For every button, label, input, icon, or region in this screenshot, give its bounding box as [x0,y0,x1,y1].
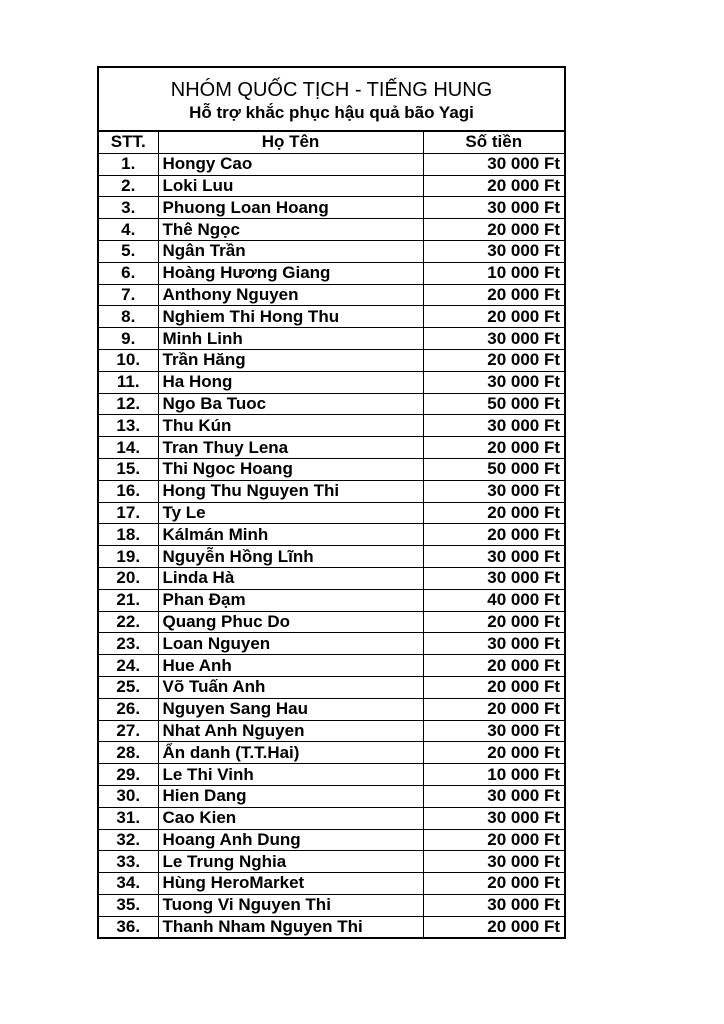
donor-name: Ngân Trần [158,240,423,262]
row-number: 14. [99,437,158,459]
table-row [99,240,564,262]
donor-name: Hoàng Hương Giang [158,262,423,284]
donation-amount: 20 000 Ft [423,306,564,328]
row-number: 4. [99,219,158,241]
donation-amount: 20 000 Ft [423,676,564,698]
table-row [99,502,564,524]
row-number: 35. [99,894,158,916]
row-number: 24. [99,655,158,677]
donor-name: Thê Ngọc [158,219,423,241]
table-row [99,873,564,895]
donation-amount: 30 000 Ft [423,546,564,568]
table-row [99,371,564,393]
row-number: 1. [99,153,158,175]
donation-amount: 20 000 Ft [423,873,564,895]
table-row [99,306,564,328]
donation-amount: 40 000 Ft [423,589,564,611]
table-row [99,807,564,829]
donor-name: Ngo Ba Tuoc [158,393,423,415]
donation-amount: 20 000 Ft [423,349,564,371]
donor-name: Cao Kien [158,807,423,829]
row-number: 18. [99,524,158,546]
donation-amount: 50 000 Ft [423,458,564,480]
table-row [99,720,564,742]
row-number: 21. [99,589,158,611]
donation-amount: 10 000 Ft [423,262,564,284]
donor-name: Nghiem Thi Hong Thu [158,306,423,328]
donation-amount: 30 000 Ft [423,894,564,916]
donation-amount: 10 000 Ft [423,764,564,786]
table-row [99,851,564,873]
table-row [99,349,564,371]
donor-name: Nhat Anh Nguyen [158,720,423,742]
table-row [99,742,564,764]
table-row [99,698,564,720]
donor-name: Phan Đạm [158,589,423,611]
row-number: 6. [99,262,158,284]
header-stt: STT. [99,132,158,153]
donation-amount: 20 000 Ft [423,742,564,764]
table-row [99,262,564,284]
table-row [99,764,564,786]
donor-name: Ha Hong [158,371,423,393]
donation-amount: 20 000 Ft [423,219,564,241]
donor-name: Thu Kún [158,415,423,437]
row-number: 31. [99,807,158,829]
donation-amount: 50 000 Ft [423,393,564,415]
table-row [99,546,564,568]
row-number: 34. [99,873,158,895]
donation-amount: 20 000 Ft [423,175,564,197]
donor-name: Hien Dang [158,785,423,807]
row-number: 7. [99,284,158,306]
row-number: 8. [99,306,158,328]
table-row [99,458,564,480]
donor-name: Võ Tuấn Anh [158,676,423,698]
donation-amount: 30 000 Ft [423,567,564,589]
row-number: 15. [99,458,158,480]
row-number: 33. [99,851,158,873]
donor-name: Nguyễn Hồng Lĩnh [158,546,423,568]
row-number: 2. [99,175,158,197]
row-number: 17. [99,502,158,524]
table-row [99,197,564,219]
donor-name: Hùng HeroMarket [158,873,423,895]
donation-amount: 30 000 Ft [423,371,564,393]
donor-name: Ty Le [158,502,423,524]
donation-amount: 30 000 Ft [423,785,564,807]
donor-name: Hong Thu Nguyen Thi [158,480,423,502]
table-row [99,785,564,807]
donor-name: Minh Linh [158,328,423,350]
donor-name: Nguyen Sang Hau [158,698,423,720]
row-number: 11. [99,371,158,393]
row-number: 30. [99,785,158,807]
donor-name: Le Trung Nghia [158,851,423,873]
donation-amount: 30 000 Ft [423,720,564,742]
row-number: 36. [99,916,158,937]
table-row [99,524,564,546]
donation-amount: 20 000 Ft [423,611,564,633]
donor-name: Le Thi Vinh [158,764,423,786]
donor-name: Quang Phuc Do [158,611,423,633]
donation-amount: 20 000 Ft [423,829,564,851]
donation-amount: 30 000 Ft [423,851,564,873]
donation-amount: 20 000 Ft [423,655,564,677]
table-row [99,415,564,437]
row-number: 32. [99,829,158,851]
row-number: 13. [99,415,158,437]
table-row [99,916,564,937]
table-row [99,175,564,197]
row-number: 12. [99,393,158,415]
page-subtitle: Hỗ trợ khắc phục hậu quả bão Yagi [189,103,474,122]
title-block [99,68,564,132]
row-number: 29. [99,764,158,786]
table-row [99,655,564,677]
row-number: 28. [99,742,158,764]
donation-amount: 30 000 Ft [423,807,564,829]
row-number: 22. [99,611,158,633]
donation-amount: 20 000 Ft [423,916,564,937]
table-header-row [99,132,564,153]
donation-sheet [97,66,566,939]
row-number: 10. [99,349,158,371]
donation-amount: 30 000 Ft [423,480,564,502]
table-row [99,153,564,175]
donor-name: Trần Hăng [158,349,423,371]
header-amount: Số tiền [423,132,564,153]
donor-name: Tran Thuy Lena [158,437,423,459]
donor-name: Anthony Nguyen [158,284,423,306]
table-row [99,284,564,306]
donation-amount: 30 000 Ft [423,153,564,175]
table-row [99,393,564,415]
table-row [99,328,564,350]
table-row [99,829,564,851]
donation-amount: 20 000 Ft [423,698,564,720]
row-number: 5. [99,240,158,262]
row-number: 3. [99,197,158,219]
table-row [99,633,564,655]
table-row [99,589,564,611]
donor-name: Ẩn danh (T.T.Hai) [158,742,423,764]
donation-amount: 20 000 Ft [423,437,564,459]
table-row [99,611,564,633]
donor-name: Linda Hà [158,567,423,589]
table-row [99,219,564,241]
donor-name: Hongy Cao [158,153,423,175]
donor-name: Thanh Nham Nguyen Thi [158,916,423,937]
donor-name: Hoang Anh Dung [158,829,423,851]
donor-name: Hue Anh [158,655,423,677]
donation-amount: 30 000 Ft [423,328,564,350]
donor-name: Loan Nguyen [158,633,423,655]
table-row [99,676,564,698]
table-row [99,894,564,916]
row-number: 27. [99,720,158,742]
donor-name: Tuong Vi Nguyen Thi [158,894,423,916]
donor-name: Thi Ngoc Hoang [158,458,423,480]
header-name: Họ Tên [158,132,423,153]
table-body [99,153,564,937]
donation-amount: 20 000 Ft [423,524,564,546]
donation-amount: 20 000 Ft [423,284,564,306]
donor-table [99,132,564,937]
table-row [99,480,564,502]
table-row [99,437,564,459]
row-number: 16. [99,480,158,502]
donation-amount: 30 000 Ft [423,415,564,437]
donation-amount: 30 000 Ft [423,197,564,219]
row-number: 9. [99,328,158,350]
row-number: 25. [99,676,158,698]
table-row [99,567,564,589]
row-number: 26. [99,698,158,720]
donation-amount: 30 000 Ft [423,633,564,655]
donor-name: Loki Luu [158,175,423,197]
donation-amount: 30 000 Ft [423,240,564,262]
page-title: NHÓM QUỐC TỊCH - TIẾNG HUNG [170,79,493,101]
row-number: 23. [99,633,158,655]
donor-name: Phuong Loan Hoang [158,197,423,219]
donor-name: Kálmán Minh [158,524,423,546]
row-number: 19. [99,546,158,568]
donation-amount: 20 000 Ft [423,502,564,524]
row-number: 20. [99,567,158,589]
